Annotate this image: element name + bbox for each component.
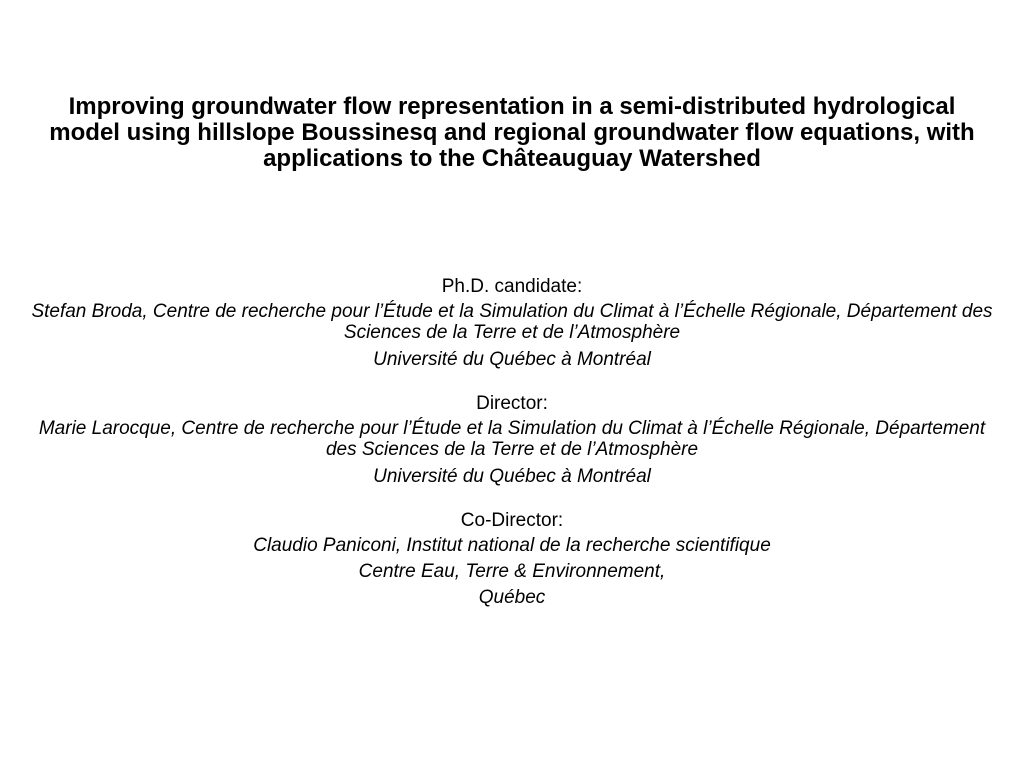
director-label: Director: [476,393,548,414]
candidate-label: Ph.D. candidate: [441,276,583,297]
director-university: Université du Québec à Montréal [373,466,651,487]
candidate-affiliation: Stefan Broda, Centre de recherche pour l’Étude et la Simulation du Climat à l’Échelle Régionale, Département des Sciences de la Terre et de l’Atmosphère [31,301,993,343]
codirector-centre: Centre Eau, Terre & Environnement, [358,561,666,582]
codirector-affiliation: Claudio Paniconi, Institut national de la recherche scientifique [253,535,771,556]
codirector-location: Québec [478,587,546,608]
people-section [30,276,994,613]
director-block [30,393,994,487]
candidate-university: Université du Québec à Montréal [373,349,651,370]
candidate-block [30,276,994,370]
director-affiliation: Marie Larocque, Centre de recherche pour l’Étude et la Simulation du Climat à l’Échelle Régionale, Département des Sciences de la Terre et de l’Atmosphère [38,418,986,460]
codirector-label: Co-Director: [460,510,564,531]
slide-title: Improving groundwater flow representation in a semi-distributed hydrological model using hillslope Boussinesq and regional groundwater flow equations, with applications to the Châteauguay Watershed [49,93,975,172]
codirector-block [30,510,994,608]
